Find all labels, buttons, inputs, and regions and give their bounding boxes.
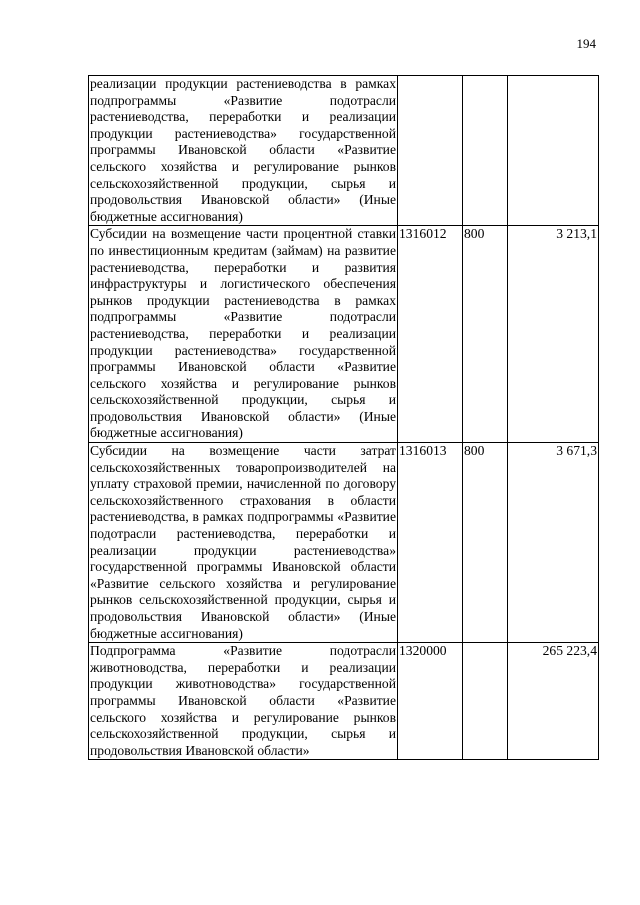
- row-expense-type: 800: [463, 226, 508, 443]
- table-row: [89, 76, 599, 226]
- budget-table: [88, 75, 599, 760]
- table-row: [89, 643, 599, 760]
- row-target-code: 1316012: [398, 226, 463, 443]
- row-description: Субсидии на возмещение части процентной ставки по инвестиционным кредитам (займам) на развитие растениеводства, переработки и развития инфраструктуры и логистического обеспечения рынков продукции растениеводства в рамках подпрограммы «Развитие подотрасли растениеводства, переработки и реализации продукции растениеводства» государственной программы Ивановской области «Развитие сельского хозяйства и регулирование рынков сельскохозяйственной продукции, сырья и продовольствия Ивановской области» (Иные бюджетные ассигнования): [89, 226, 398, 443]
- row-target-code: 1320000: [398, 643, 463, 760]
- row-expense-type: [463, 643, 508, 760]
- row-amount: 3 213,1: [508, 226, 599, 443]
- table-row: [89, 226, 599, 443]
- row-description: Субсидии на возмещение части затрат сельскохозяйственных товаропроизводителей на уплату страховой премии, начисленной по договору сельскохозяйственного страхования в области растениеводства, в рамках подпрограммы «Развитие подотрасли растениеводства, переработки и реализации продукции растениеводства» государственной программы Ивановской области «Развитие сельского хозяйства и регулирование рынков сельскохозяйственной продукции, сырья и продовольствия Ивановской области» (Иные бюджетные ассигнования): [89, 443, 398, 643]
- row-description: Подпрограмма «Развитие подотрасли животноводства, переработки и реализации продукции животноводства» государственной программы Ивановской области «Развитие сельского хозяйства и регулирование рынков сельскохозяйственной продукции, сырья и продовольствия Ивановской области»: [89, 643, 398, 760]
- row-amount: 265 223,4: [508, 643, 599, 760]
- row-amount: [508, 76, 599, 226]
- table-row: [89, 443, 599, 643]
- row-target-code: 1316013: [398, 443, 463, 643]
- page-number: 194: [576, 36, 596, 51]
- row-amount: 3 671,3: [508, 443, 599, 643]
- row-description: реализации продукции растениеводства в рамках подпрограммы «Развитие подотрасли растениеводства, переработки и реализации продукции растениеводства» государственной программы Ивановской области «Развитие сельского хозяйства и регулирование рынков сельскохозяйственной продукции, сырья и продовольствия Ивановской области» (Иные бюджетные ассигнования): [89, 76, 398, 226]
- row-expense-type: [463, 76, 508, 226]
- row-expense-type: 800: [463, 443, 508, 643]
- row-target-code: [398, 76, 463, 226]
